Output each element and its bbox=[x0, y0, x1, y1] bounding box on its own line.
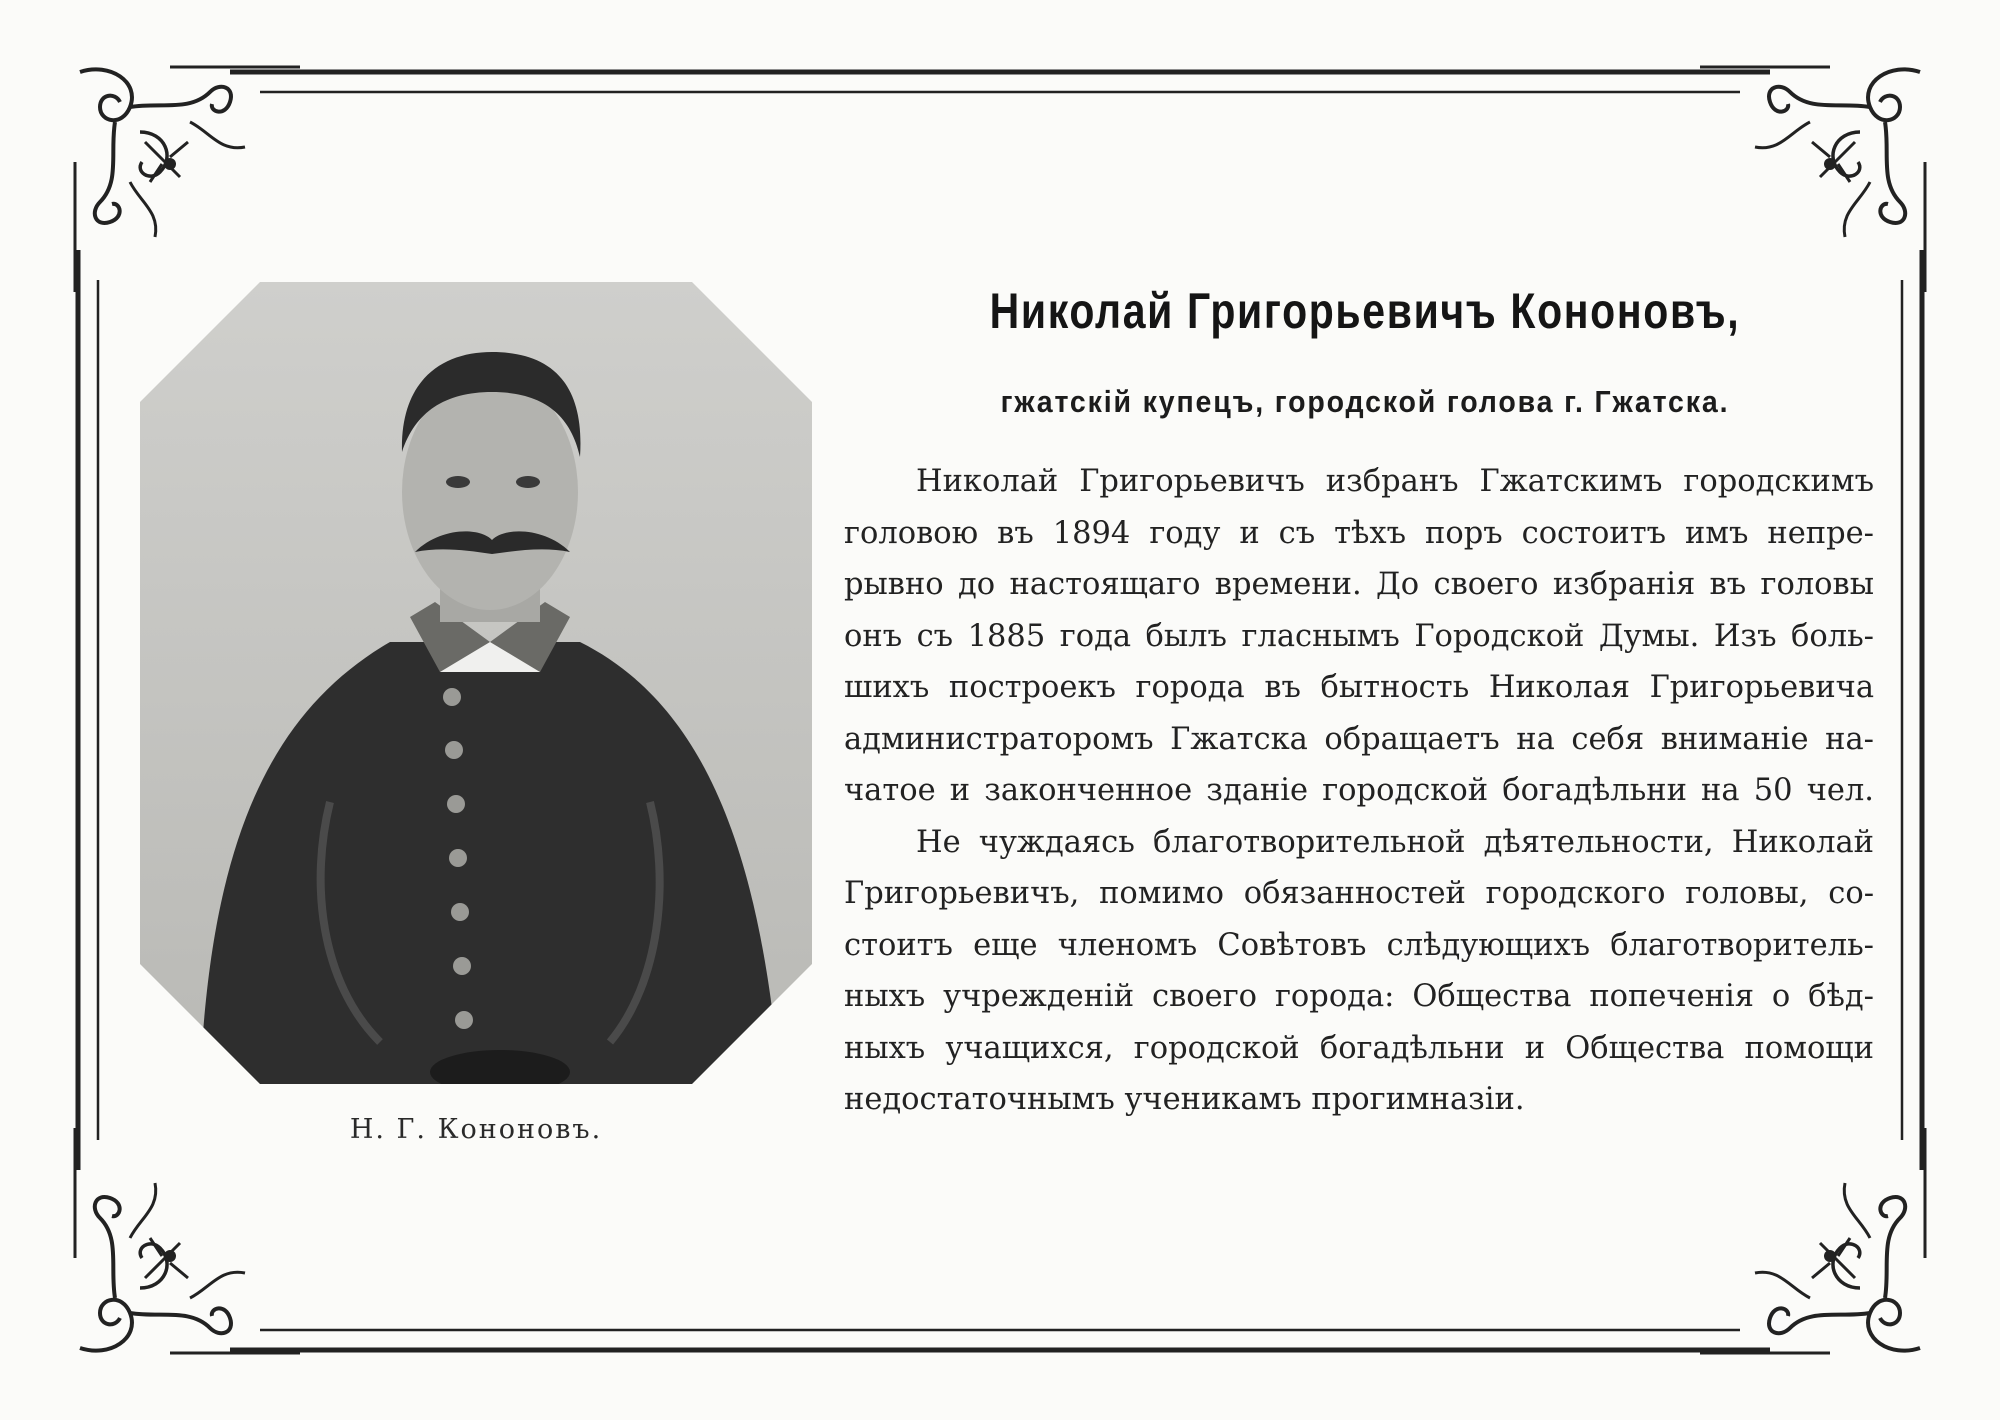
text-line: недостаточнымъ ученикамъ прогимназіи. bbox=[844, 1082, 1525, 1117]
text-line: Николай Григорьевичъ избранъ Гжатскимъ городскимъ bbox=[916, 464, 1874, 499]
text-line: чатое и законченное зданіе городской богадѣльни на 50 чел. bbox=[844, 773, 1874, 808]
text-line: Не чуждаясь благотворительной дѣятельности, Николай bbox=[916, 824, 1874, 860]
biography-text bbox=[844, 456, 1874, 1126]
corner-ornament-bottom-left bbox=[75, 1128, 300, 1353]
text-line: головою въ 1894 году и съ тѣхъ поръ состоитъ имъ непре- bbox=[844, 515, 1874, 551]
text-line: онъ съ 1885 года былъ гласнымъ Городской Думы. Изъ боль- bbox=[844, 618, 1874, 654]
corner-ornament-bottom-right bbox=[1700, 1128, 1925, 1353]
page-subtitle: гжатскій купецъ, городской голова г. Гжатска. bbox=[1000, 384, 1730, 419]
text-line: ныхъ учрежденій своего города: Общества попеченія о бѣд- bbox=[844, 979, 1874, 1014]
corner-ornament-top-right bbox=[1700, 67, 1925, 292]
page-title: Николай Григорьевичъ Кононовъ, bbox=[989, 283, 1741, 339]
text-line: стоитъ еще членомъ Совѣтовъ слѣдующихъ благотворитель- bbox=[844, 927, 1874, 963]
text-line: ныхъ учащихся, городской богадѣльни и Общества помощи bbox=[844, 1030, 1874, 1066]
text-line: Григорьевичъ, помимо обязанностей городского головы, со- bbox=[844, 876, 1874, 911]
portrait-caption: Н. Г. Кононовъ. bbox=[349, 1114, 603, 1145]
corner-ornament-top-left bbox=[75, 67, 300, 292]
text-line: администраторомъ Гжатска обращаетъ на себя вниманіе на- bbox=[844, 721, 1874, 757]
text-line: шихъ построекъ города въ бытность Николая Григорьевича bbox=[844, 670, 1874, 705]
portrait-photo bbox=[140, 282, 812, 1084]
text-line: рывно до настоящаго времени. До своего избранія въ головы bbox=[844, 567, 1874, 602]
